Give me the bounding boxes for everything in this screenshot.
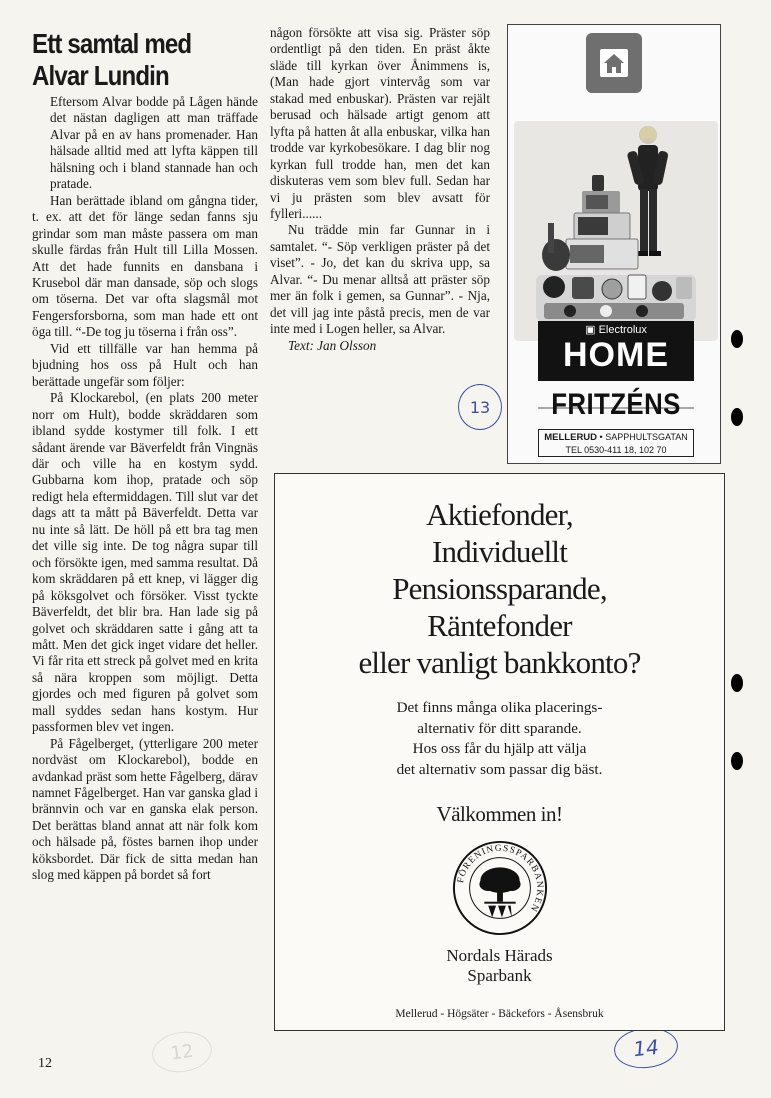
store-address [538,429,694,457]
bank-body-text [275,698,724,780]
article-paragraph: Eftersom Alvar bodde på Lågen hände det nästan dagligen att man träffade Alvar på en av hans promenader. Han hälsade alltid med att lyfta käppen till hälsning och i bland stannade han och pratade. [50,94,258,192]
sparbank-advertisement [274,473,725,1031]
bank-headline-line: Räntefonder [427,608,572,643]
bank-headline-line: Pensionssparande, [392,571,607,606]
store-phone: TEL 0530-411 18, 102 70 [565,445,667,455]
article-paragraph: Vid ett tillfälle var han hemma på bjudning hos oss på Hult och han berättade ungefär som följer: [32,340,258,389]
bank-headline [275,496,724,681]
bank-headline-line: eller vanligt bankkonto? [358,645,641,680]
bank-headline-line: Individuellt [431,534,568,569]
bank-name [275,946,724,986]
article-paragraph: Han berättade ibland om gångna tider, t. ex. att det för länge sedan fanns sju grindar som man måste passera om man skulle färdas från Hult till Lilla Mossen. Att det hade funnits en dansbana i Krusebol där man dansade, söp och slogs om töserna. Det var ofta slagsmål mot Fengersforsborna, som man hade ett ont öga till. “-De tog ju töserna i från oss”. [32,192,258,340]
bank-name-line: Nordals Härads [446,946,553,965]
handwritten-page-note [612,1025,680,1071]
bank-body-line: det alternativ som passar dig bäst. [396,760,603,778]
binder-hole [731,408,743,426]
electrolux-advertisement [507,24,721,464]
bank-headline-line: Aktiefonder, [426,497,573,532]
electrolux-brand [538,321,694,336]
sparbank-seal-icon [451,839,549,937]
article-middle-column [270,25,490,354]
handwritten-page-note [458,384,502,430]
bank-branches: Mellerud - Högsäter - Bäckefors - Åsensbruk [395,1008,604,1020]
page-number: 12 [38,1056,52,1071]
article-headline [32,28,256,92]
store-city: MELLERUD [544,432,598,443]
handwritten-note-text: 14 [632,1034,660,1062]
store-street: SAPPHULTSGATAN [605,432,688,442]
binder-hole [731,330,743,348]
electrolux-logo-icon: ▣ [585,324,596,336]
binder-hole [731,674,743,692]
address-separator: • [599,432,606,442]
headline-line-1: Ett samtal med [32,28,192,59]
binder-hole [731,752,743,770]
appliance-photo [530,105,702,330]
seal-text: FÖRENINGSSPARBANKEN [455,843,544,914]
handwritten-note-text: 12 [169,1040,195,1064]
article-paragraph: Nu trädde min far Gunnar in i samtalet. “- Söp verkligen präster på det viset”. - Jo, det kan du skriva upp, sa Alvar. “- Du menar alltså att präster söp mer än folk i gemen, sa Gunnar”. - Nja, det vill jag inte påstå precis, men de var inte med i Logen heller, sa Alvar. [270,222,490,337]
electrolux-brand-text: Electrolux [598,324,647,336]
bank-body-line: Det finns många olika placerings- [396,699,603,716]
home-logo-box [538,321,694,381]
bank-welcome: Välkommen in! [436,802,563,826]
headline-line-2: Alvar Lundin [32,60,169,91]
home-wordmark: HOME [563,336,669,374]
house-icon [586,33,642,93]
store-name: FRITZÉNS [551,388,681,421]
faint-handwritten-note [150,1028,215,1076]
article-paragraph: På Klockarebol, (en plats 200 meter norr om Hult), bodde skräddaren som ibland sydde kostymer till folk. I ett sådant ärende var Bäverfeldt från Vingnäs där och ville ha en kostym sydd. Gubbarna kom ihop, pratade och söp redigt hela eftermiddagen. Till slut var det dags att ta mått på Bäverfeldt. Detta var nu inte så lätt. De höll på ett bra tag men det ville sig inte. De tog några supar till och försökte igen, med samma resultat. Då kom skräddaren på ett knep, vi lägger dig på köksgolvet och försöker. Visst tyckte Bäverfeldt, det blir bra. Han lade sig på golvet och skräddaren satte i gång att ta mått. Men det gick inget vidare det heller. Vi får rita ett streck på golvet med en krita så nära kroppen som möjligt. Detta gjordes och med figuren på golvet som mall syddes sedan hans kostym. Hur passformen blev vet ingen. [32,390,258,735]
article-paragraph: någon försökte att visa sig. Präster söp ordentligt på den tiden. En präst åkte släde till kyrkan över Ånimmens is, (Man hade gjort vintervåg som var stakad med enbuskar). Prästen var rejält berusad och hälsade artigt genom att lyfta på hatten åt alla enbuskar, vilka han trodde var kyrkobesökare. I dag blir nog kyrkan full trodde han, men det kan diskuteras vem som blev full. Sedan har vi ju prästen som blev avsatt för fylleri...... [270,25,490,221]
bank-name-line: Sparbank [467,966,532,985]
article-byline: Text: Jan Olsson [288,337,377,353]
bank-body-line: Hos oss får du hjälp att välja [412,740,587,757]
bank-body-line: alternativ för ditt sparande. [417,719,582,737]
handwritten-note-text: 13 [469,397,491,417]
store-name-stripe [538,407,694,409]
article-paragraph: På Fågelberget, (ytterligare 200 meter nordväst om Klockarebol), bodde en avdankad präst som hette Fågelberg, därav namnet Fågelberget. Han var ganska glad i brännvin och var en ganska elak person. Det berättas bland annat att när folk kom och hälsade på, föstes barnen ihop under köksbordet. Där fick de sitta medan han slog med käppen på bordet så fort [32,735,258,883]
article-left-column [32,28,258,884]
